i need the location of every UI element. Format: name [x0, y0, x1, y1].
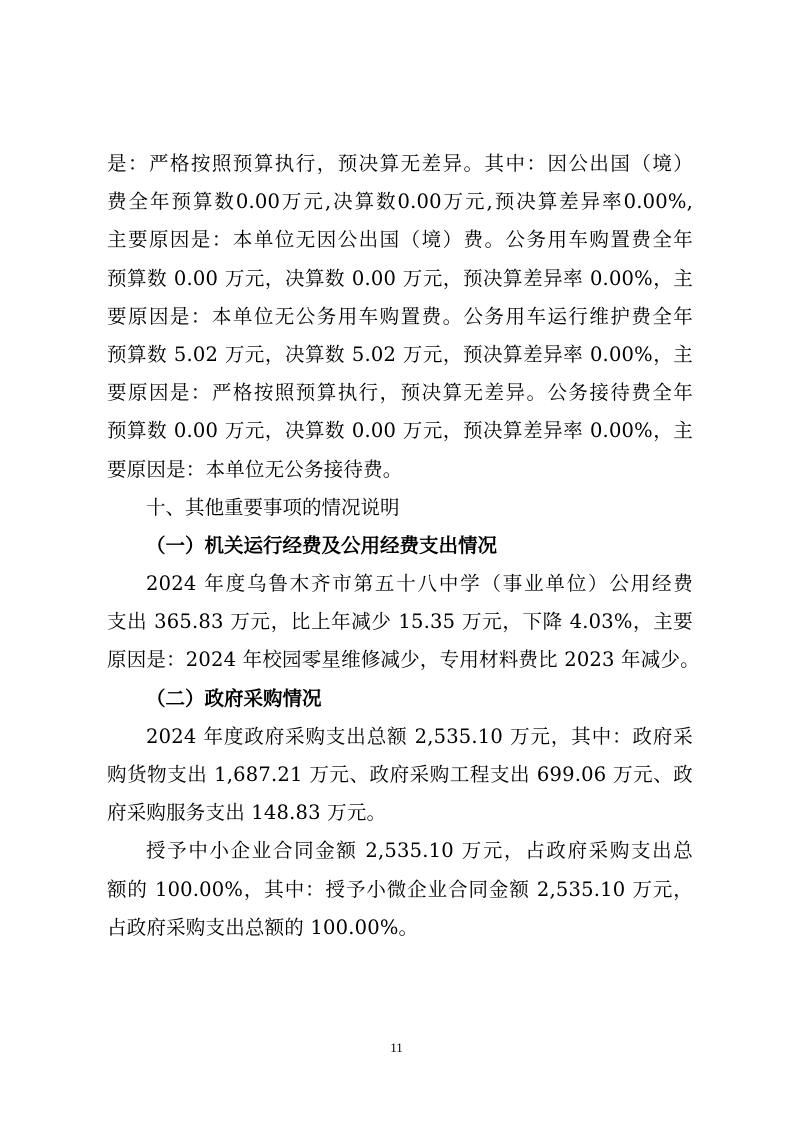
page-content [107, 145, 700, 947]
text-line: 要原因是：本单位无公务用车购置费。公务用车运行维护费全年 [107, 304, 693, 328]
subsection-2-paragraph-2 [107, 832, 693, 947]
text-line: 费全年预算数0.00万元,决算数0.00万元,预决算差异率0.00%, [107, 190, 693, 214]
page-number: 11 [390, 1040, 403, 1055]
text-line: 要原因是：本单位无公务接待费。 [107, 457, 403, 481]
text-line: 2024 年度乌鲁木齐市第五十八中学（事业单位）公用经费 [146, 572, 693, 596]
text-line: 主要原因是：本单位无因公出国（境）费。公务用车购置费全年 [107, 228, 693, 252]
text-line: 是：严格按照预算执行，预决算无差异。其中：因公出国（境） [107, 152, 693, 175]
text-line: 占政府采购支出总额的 100.00%。 [107, 915, 419, 939]
text-line: 预算数 0.00 万元，决算数 0.00 万元，预决算差异率 0.00%，主 [107, 419, 693, 443]
text-line: 购货物支出 1,687.21 万元、政府采购工程支出 699.06 万元、政 [107, 763, 693, 786]
text-line: 府采购服务支出 148.83 万元。 [107, 801, 387, 825]
subsection-heading-2: （二）政府采购情况 [146, 686, 322, 710]
text-line: 预算数 5.02 万元，决算数 5.02 万元，预决算差异率 0.00%，主 [107, 342, 693, 366]
text-line: 支出 365.83 万元，比上年减少 15.35 万元，下降 4.03%，主要 [107, 610, 693, 634]
subsection-1-paragraph [107, 565, 700, 680]
text-line: 原因是：2024 年校园零星维修减少，专用材料费比 2023 年减少。 [107, 648, 700, 672]
text-line: 2024 年度政府采购支出总额 2,535.10 万元，其中：政府采 [146, 724, 693, 748]
subsection-heading-1: （一）机关运行经费及公用经费支出情况 [146, 533, 498, 557]
text-line: 额的 100.00%，其中：授予小微企业合同金额 2,535.10 万元， [107, 877, 693, 901]
text-line: 预算数 0.00 万元，决算数 0.00 万元，预决算差异率 0.00%，主 [107, 266, 693, 290]
subsection-2-paragraph-1 [107, 718, 693, 833]
section-heading: 十、其他重要事项的情况说明 [146, 495, 400, 519]
paragraph-continued [107, 145, 693, 489]
text-line: 要原因是：严格按照预算执行，预决算无差异。公务接待费全年 [107, 381, 693, 405]
text-line: 授予中小企业合同金额 2,535.10 万元，占政府采购支出总 [146, 839, 693, 863]
